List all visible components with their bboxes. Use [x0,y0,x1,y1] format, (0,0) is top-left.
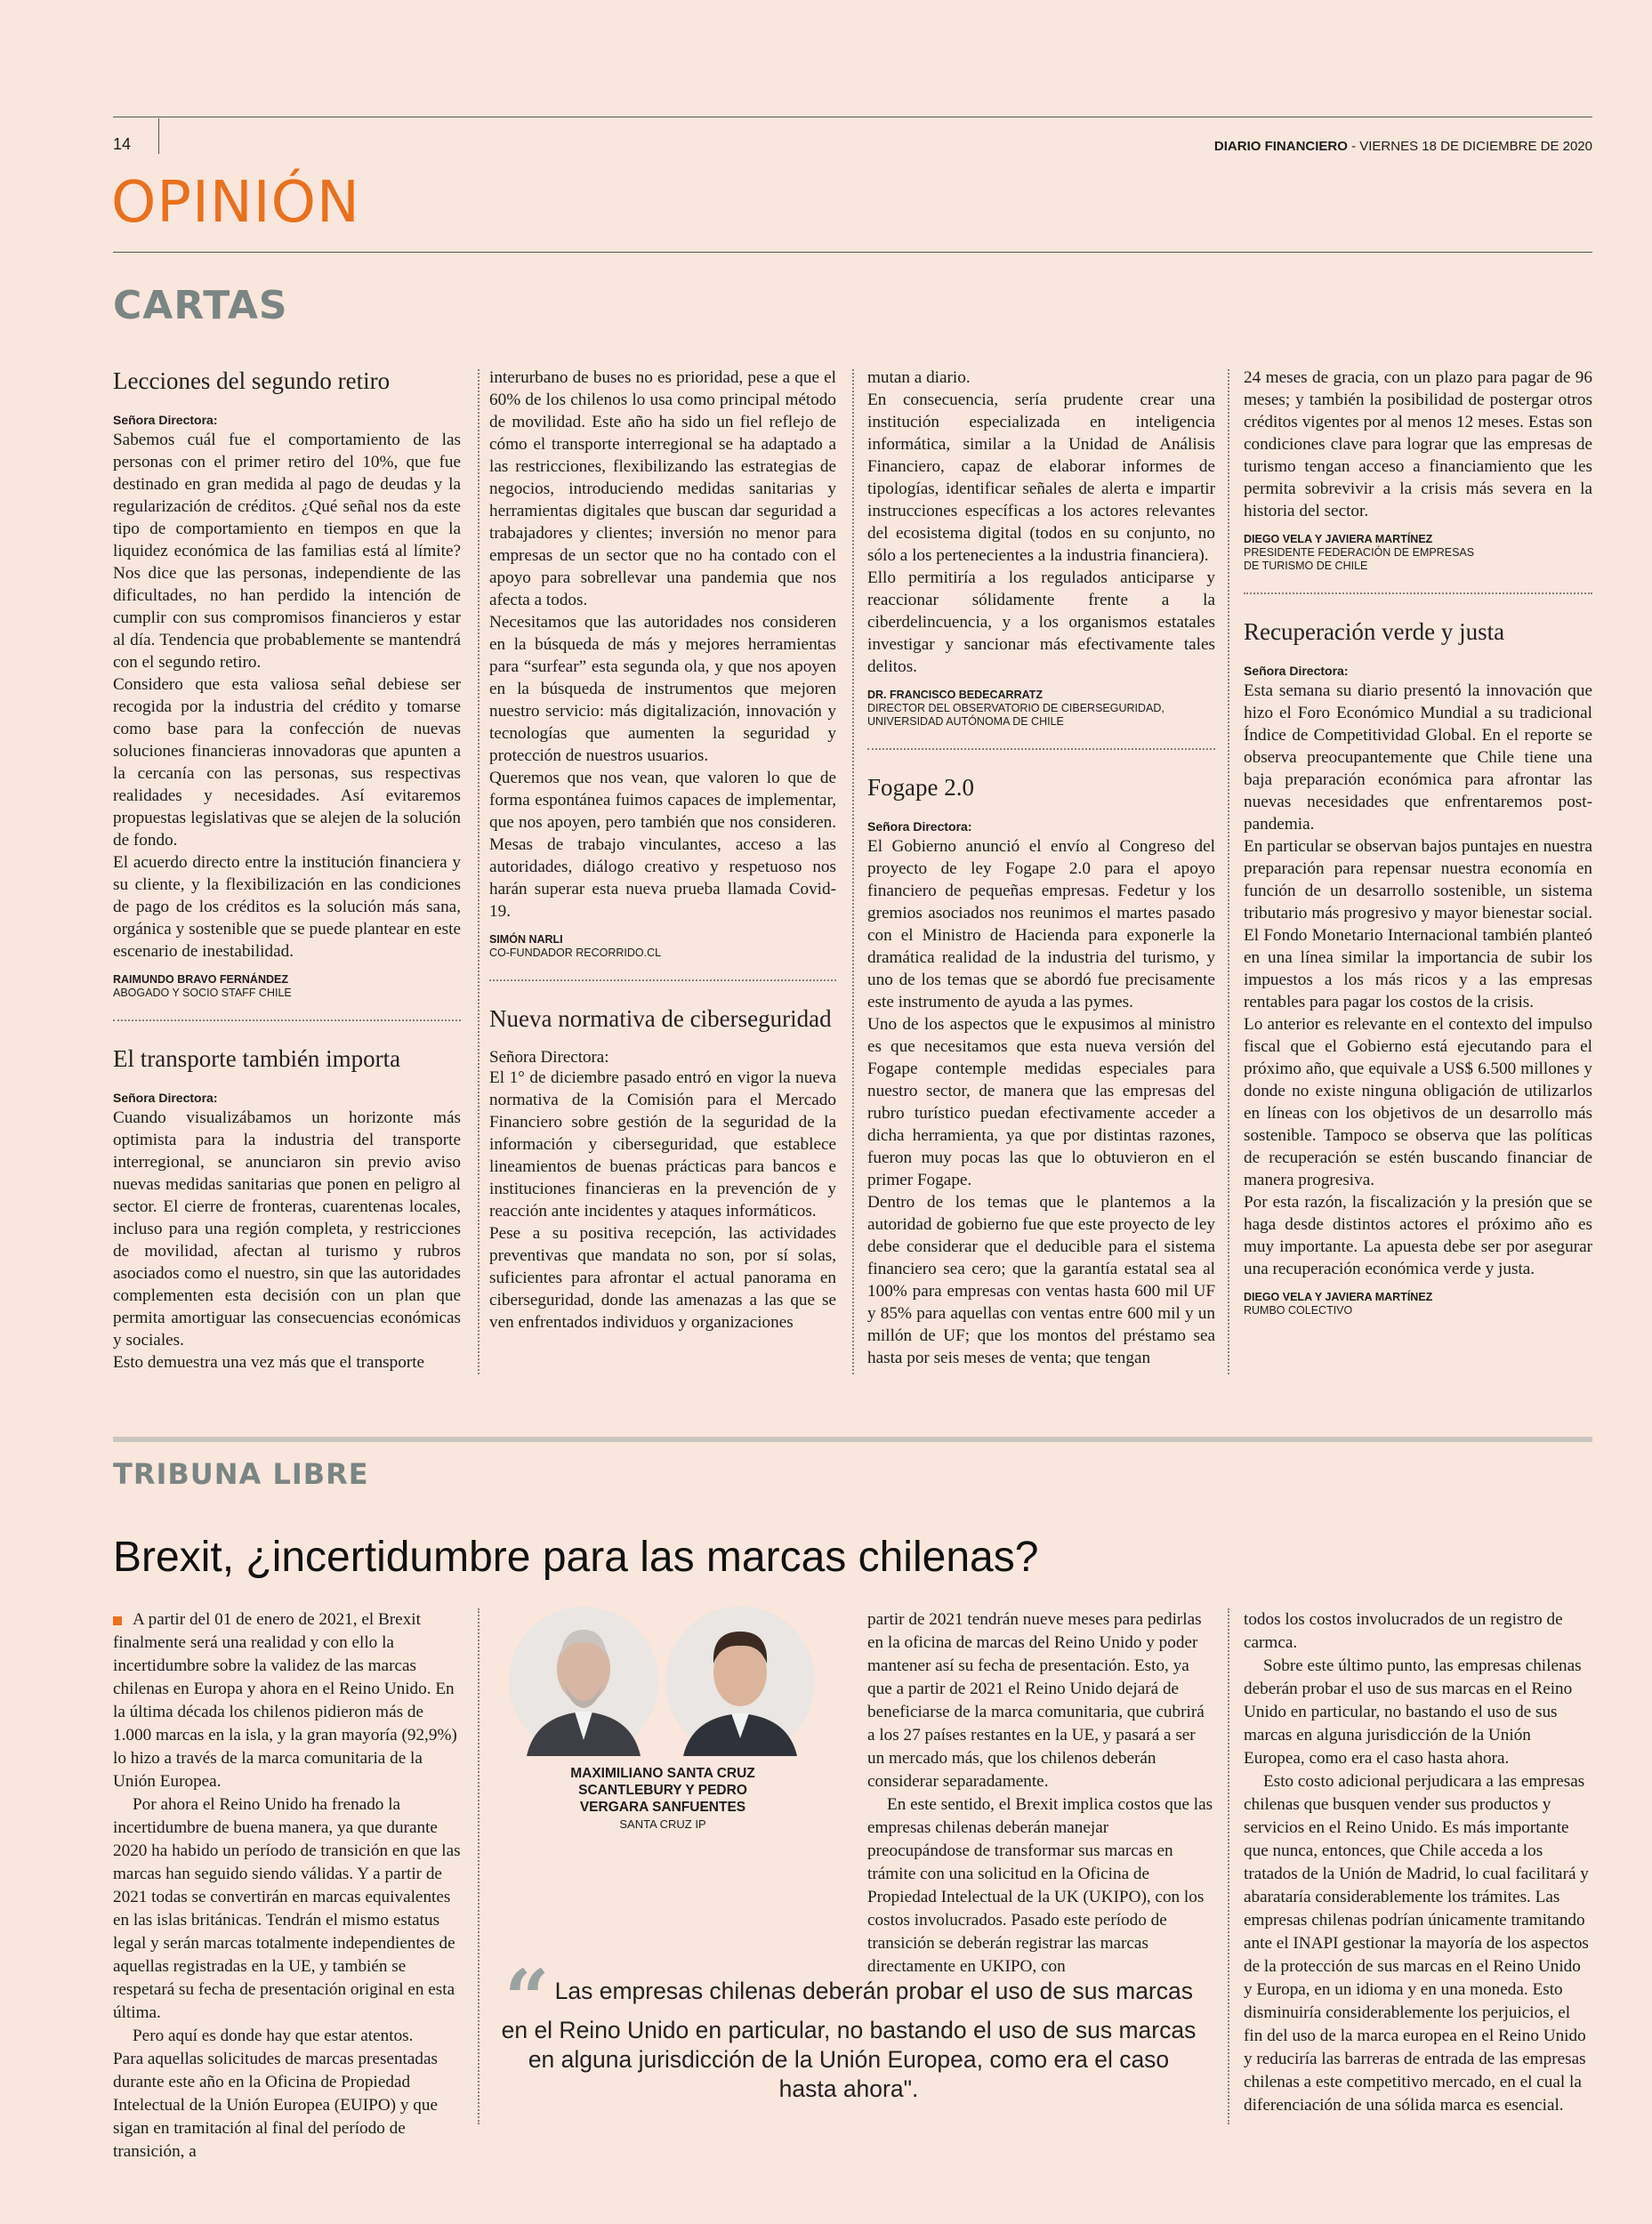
tribuna-rule [113,1437,1592,1442]
letter-paragraph: Cuando visualizábamos un horizonte más optimista para la industria del transporte interregional, se anunciaron sin previo aviso nuevas medidas sanitarias que ponen en peligro al sector. El cierre de fronteras, cuarentenas locales, incluso para una región completa, y restricciones de movilidad, afectan al turismo y rubros asociados como el nuestro, sin que las autoridades complementen esta decisión con un plan que permita amortiguar las consecuencias económicas y sociales. [113,1108,461,1350]
letter-paragraph: Lo anterior es relevante en el contexto del impulso fiscal que el Gobierno está ejecutando para el próximo año, que equivale a US$ 6.500 millones y donde no existe ninguna obligación de utilizarlos en líneas con los objetivos de un desarrollo más sostenible. Tampoco se observa que las políticas de recuperación se estén buscando financiar de manera progresiva. [1244,1015,1592,1189]
signature-role: RUMBO COLECTIVO [1244,1304,1353,1317]
tribuna-paragraph: Sobre este último punto, las empresas chilenas deberán probar el uso de sus marcas en el Reino Unido en particular, no bastando el uso de sus marcas en alguna jurisdicción de la Unión Europea, como era el caso hasta ahora. [1244,1656,1582,1768]
authors-line: MAXIMILIANO SANTA CRUZ [570,1766,755,1781]
letter-separator [113,1019,461,1021]
signature-role: DIRECTOR DEL OBSERVATORIO DE CIBERSEGURIDAD, [867,702,1164,714]
letter-salutation: Señora Directora: [113,413,218,427]
letter-paragraph: Dentro de los temas que le plantemos a la autoridad de gobierno fue que este proyecto de ley debe considerar que el deducible para el sistema financiero sea cero; que la garantía estatal sea al 100% para empresas con ventas hasta 600 mil UF y 85% para aquellas con ventas entre 600 mil y un millón de UF; que los montos del préstamo sea hasta por seis meses de venta; que tengan [867,1193,1215,1367]
publication-dateline [1214,139,1592,154]
signature-name: DIEGO VELA Y JAVIERA MARTÍNEZ [1244,533,1433,545]
signature-role: ABOGADO Y SOCIO STAFF CHILE [113,987,292,999]
letter-salutation: Señora Directora: [867,819,972,834]
column-divider [1228,1608,1229,2124]
publication-name: DIARIO FINANCIERO [1213,139,1348,154]
tribuna-label: TRIBUNA LIBRE [113,1457,369,1491]
tribuna-paragraph: En este sentido, el Brexit implica costos que las empresas chilenas deberán manejar preocupándose de transformar sus marcas en trámite con una solicitud en la Oficina de Propiedad Intelectual de la UK (UKIPO), con los costos involucrados. Pasado este período de transición se deberán registrar las marcas directamente en UKIPO, con [867,1795,1213,1976]
letter-salutation: Señora Directora: [1244,664,1349,678]
tribuna-column-3 [867,1608,1215,1978]
portrait-icon [509,1607,658,1756]
letter-signature [113,973,461,1000]
column-divider [478,369,479,1374]
signature-role: DE TURISMO DE CHILE [1244,560,1368,572]
letter-paragraph: Uno de los aspectos que le expusimos al ministro es que necesitamos que esta nueva versión del Fogape contemple medidas especiales para nuestro sector, de manera que las empresas del rubro turístico puedan efectivamente acceder a dicha herramienta, ya que por distintas razones, fueron muy pocas las que lo obtuvieron en el primer Fogape. [867,1015,1215,1189]
letter-signature [867,689,1215,729]
authors-line: VERGARA SANFUENTES [579,1800,746,1815]
signature-name: DR. FRANCISCO BEDECARRATZ [867,689,1043,701]
signature-name: DIEGO VELA Y JAVIERA MARTÍNEZ [1244,1291,1433,1303]
signature-name: SIMÓN NARLI [489,933,563,946]
tribuna-paragraph: todos los costos involucrados de un registro de carmca. [1244,1610,1563,1652]
tribuna-column-1 [113,1608,465,2164]
subsection-title: CARTAS [113,283,288,328]
letter-paragraph: En consecuencia, sería prudente crear una institución especializada en inteligencia informática, similar a la Unidad de Análisis Financiero, capaz de elaborar informes de tipologías, identificar señales de alerta e impartir instrucciones específicas a los actores relevantes del ecosistema digital (todos en su conjunto, no sólo a los pertenecientes a la industria financiera). [867,391,1215,565]
letter-salutation: Señora Directora: [113,1091,218,1105]
letter-separator [489,979,836,981]
letter-paragraph: En particular se observan bajos puntajes en nuestra preparación para repensar nuestra economía en función de un desarrollo sostenible, un sistema tributario más progresivo y mayor bienestar social. El Fondo Monetario Internacional también planteó en una línea similar la importancia de subir los impuestos a los más ricos y a las empresas rentables para pagar los costos de la crisis. [1244,837,1592,1011]
letter-title: Lecciones del segundo retiro [113,367,391,394]
tribuna-column-4 [1244,1608,1592,2117]
column-divider [1228,369,1229,1374]
portrait-maximiliano-santa-cruz [509,1607,658,1756]
letter-paragraph: Considero que esta valiosa señal debiese ser recogida por la industria del crédito y tomarse como base para la confección de nuevas soluciones financieras innovadoras que apunten a la cercanía con las personas, sus respectivas realidades y necesidades. Así evitaremos propuestas legislativas que se alejen de la solución de fondo. [113,675,461,850]
signature-role: PRESIDENTE FEDERACIÓN DE EMPRESAS [1244,546,1475,559]
letters-column-2 [489,367,836,1334]
tribuna-paragraph: Esto costo adicional perjudicara a las empresas chilenas que busquen vender sus productos y servicios en el Reino Unido. Es más importante que nunca, entonces, que Chile acceda a los tratados de la Unión de Madrid, lo cual facilitará y abarataría considerablemente los trámites. Las empresas chilenas podrían únicamente tramitando ante el INAPI gestionar la mayoría de los aspectos de la protección de sus marcas en el Reino Unido y Europa, en un idioma y en una moneda. Esto disminuiría considerablemente los perjuicios, el fin del uso de la marca europea en el Reino Unido y reduciría las barreras de entrada de las empresas chilenas a este competitivo mercado, en el cual la diferenciación de una sólida marca es esencial. [1244,1772,1589,2115]
page-number-divider [158,118,159,154]
letter-title: El transporte también importa [113,1045,401,1072]
letter-paragraph: Por esta razón, la fiscalización y la presión que se haga desde distintos actores el próximo año es muy importante. La apuesta debe ser por asegurar una recuperación económica verde y justa. [1244,1193,1592,1278]
letter-separator [867,748,1215,750]
letter-salutation: Señora Directora: [489,1048,609,1067]
portrait-pedro-vergara [665,1607,815,1756]
tribuna-paragraph: Pero aquí es donde hay que estar atentos. [133,2027,414,2045]
authors-firm: SANTA CRUZ IP [619,1817,706,1831]
letter-paragraph: Sabemos cuál fue el comportamiento de las personas con el primer retiro del 10%, que fue destinado en gran medida al pago de deudas y la regularización de créditos. ¿Qué señal nos da este tipo de comportamiento en tiempos en que la liquidez económica de las familias está al límite? Nos dice que las personas, independiente de las dificultades, no han perdido la intención de cumplir con sus compromisos financieros y estar al día. Tendencia que probablemente se mantendrá con el segundo retiro. [113,431,461,672]
letter-paragraph: Ello permitiría a los regulados anticiparse y reaccionar sólidamente frente a la ciberdelincuencia, y a los organismos estatales investigar y sancionar más efectivamente tales delitos. [867,568,1215,676]
letter-paragraph: El Gobierno anunció el envío al Congreso del proyecto de ley Fogape 2.0 para el apoyo financiero de pequeñas empresas. Fedetur y los gremios asociados nos reunimos el martes pasado con el Ministro de Hacienda para exponerle la dramática realidad de la industria del turismo, y uno de los temas que se abordó fue precisamente este instrumento de ayuda a las pymes. [867,837,1215,1011]
tribuna-paragraph [113,1608,465,1793]
signature-role: CO-FUNDADOR RECORRIDO.CL [489,947,662,959]
section-rule [113,252,1592,253]
letter-signature [1244,1291,1592,1317]
signature-role: UNIVERSIDAD AUTÓNOMA DE CHILE [867,715,1064,728]
signature-name: RAIMUNDO BRAVO FERNÁNDEZ [113,973,288,986]
letter-paragraph: El 1° de diciembre pasado entró en vigor la nueva normativa de la Comisión para el Mercado Financiero sobre gestión de la seguridad de la información y ciberseguridad, que establece lineamientos de buenas prácticas para bancos e instituciones financieras en la prevención de y reacción ante incidentes y ataques informáticos. [489,1068,836,1221]
letter-title: Nueva normativa de ciberseguridad [489,1005,832,1032]
letter-paragraph: Esta semana su diario presentó la innovación que hizo el Foro Económico Mundial a su tradicional Índice de Competitividad Global. En el reporte se observa preocupantemente que Chile tiene una baja preparación económica para afrontar las nuevas necesidades que enfrentaremos post-pandemia. [1244,681,1592,834]
letters-column-3 [867,367,1215,1369]
letter-title: Fogape 2.0 [867,774,974,801]
authors-line: SCANTLEBURY Y PEDRO [578,1783,747,1798]
tribuna-paragraph-text: A partir del 01 de enero de 2021, el Brexit finalmente será una realidad y con ello la incertidumbre sobre la validez de las marcas chilenas en Europa y ahora en el Reino Unido. En la última década los chilenos pidieron más de 1.000 marcas en la isla, y la gran mayoría (92,9%) lo hizo a través de la marca comunitaria de la Unión Europea. [113,1610,457,1791]
letter-paragraph: 24 meses de gracia, con un plazo para pagar de 96 meses; y también la posibilidad de postergar otros créditos vigentes por al menos 12 meses. Estas son condiciones clave para lograr que las empresas de turismo tengan acceso a financiamiento que les permita sobrevivir a la crisis más severa en la historia del sector. [1244,368,1592,520]
letters-column-1 [113,367,461,1374]
tribuna-paragraph: partir de 2021 tendrán nueve meses para pedirlas en la oficina de marcas del Reino Unido y poder mantener así su fecha de presentación. Esto, ya que a partir de 2021 el Reino Unido dejará de beneficiarse de la marca comunitaria, que cubrirá a los 27 países restantes en la UE, y pasará a ser un mercado más, que los chilenos deberán considerar separadamente. [867,1610,1205,1791]
letter-paragraph: mutan a diario. [867,368,971,387]
open-quote-icon: “ [504,1952,550,2044]
tribuna-paragraph: Para aquellas solicitudes de marcas presentadas durante este año en la Oficina de Propiedad Intelectual de la Unión Europea (EUIPO) y que sigan en tramitación al final del período de transición, a [113,2050,438,2161]
authors-caption [494,1765,832,1833]
tribuna-paragraph: Por ahora el Reino Unido ha frenado la incertidumbre de buena manera, ya que durante 2020 ha habido un período de transición en que las marcas han seguido siendo válidas. Y a partir de 2021 todas se convertirán en marcas equivalentes en las islas británicas. Tendrán el mismo estatus legal y serán marcas totalmente independientes de aquellas registradas en la UE, y también se respetará su fecha de presentación original en esta última. [113,1795,461,2022]
page-number: 14 [113,135,132,153]
publication-date: - VIERNES 18 DE DICIEMBRE DE 2020 [1347,139,1592,154]
letter-paragraph: Queremos que nos vean, que valoren lo que de forma espontánea fuimos capaces de implementar, que nos apoyen, pero también que nos consideren. Mesas de trabajo vinculantes, acceso a las autoridades, diálogo creativo y respetuoso nos harán superar esta nueva prueba llamada Covid-19. [489,769,836,921]
letter-paragraph: Pese a su positiva recepción, las actividades preventivas que mandata no son, por sí solas, suficientes para afrontar el actual panorama en ciberseguridad, donde las amenazas a las que se ven enfrentados individuos y organizaciones [489,1224,836,1332]
orange-square-icon [113,1616,122,1625]
pull-quote-text: Las empresas chilenas deberán probar el uso de sus marcas en el Reino Unido en particular, no bastando el uso de sus marcas en alguna jurisdicción de la Unión Europea, como era el caso hasta ahora". [501,1978,1197,2102]
portrait-icon [665,1607,815,1756]
pull-quote [496,1952,1201,2104]
letter-paragraph: Necesitamos que las autoridades nos consideren en la búsqueda de más y mejores herramientas para “surfear” esta segunda ola, y que nos apoyen en la búsqueda de instrumentos que mejoren nuestro servicio: más digitalización, innovación y tecnologías que aumenten la seguridad y protección de nuestros usuarios. [489,613,836,765]
letter-paragraph: interurbano de buses no es prioridad, pese a que el 60% de los chilenos lo usa como principal método de movilidad. Este año ha sido un fiel reflejo de cómo el transporte interregional se ha adaptado a las restricciones, flexibilizando las estrategias de negocios, introduciendo medidas sanitarias y herramientas digitales que buscan dar seguridad a trabajadores y clientes; inversión no menor para empresas de un sector que no ha contado con el apoyo para sobrellevar una pandemia que nos afecta a todos. [489,368,836,609]
column-divider [478,1608,479,2124]
section-title: OPINIÓN [111,170,360,236]
letter-separator [1244,592,1592,594]
letter-signature [489,933,836,960]
column-divider [852,369,854,1374]
letter-paragraph: Esto demuestra una vez más que el transporte [113,1353,425,1372]
letter-title: Recuperación verde y justa [1244,618,1505,645]
letters-column-4 [1244,367,1592,1317]
letter-paragraph: El acuerdo directo entre la institución financiera y su cliente, y la flexibilización en las condiciones de pago de los créditos es la solución más sana, orgánica y sostenible que se puede plantear en este escenario de inestabilidad. [113,853,461,961]
letter-signature [1244,533,1592,573]
tribuna-headline: Brexit, ¿incertidumbre para las marcas chilenas? [113,1534,1039,1581]
